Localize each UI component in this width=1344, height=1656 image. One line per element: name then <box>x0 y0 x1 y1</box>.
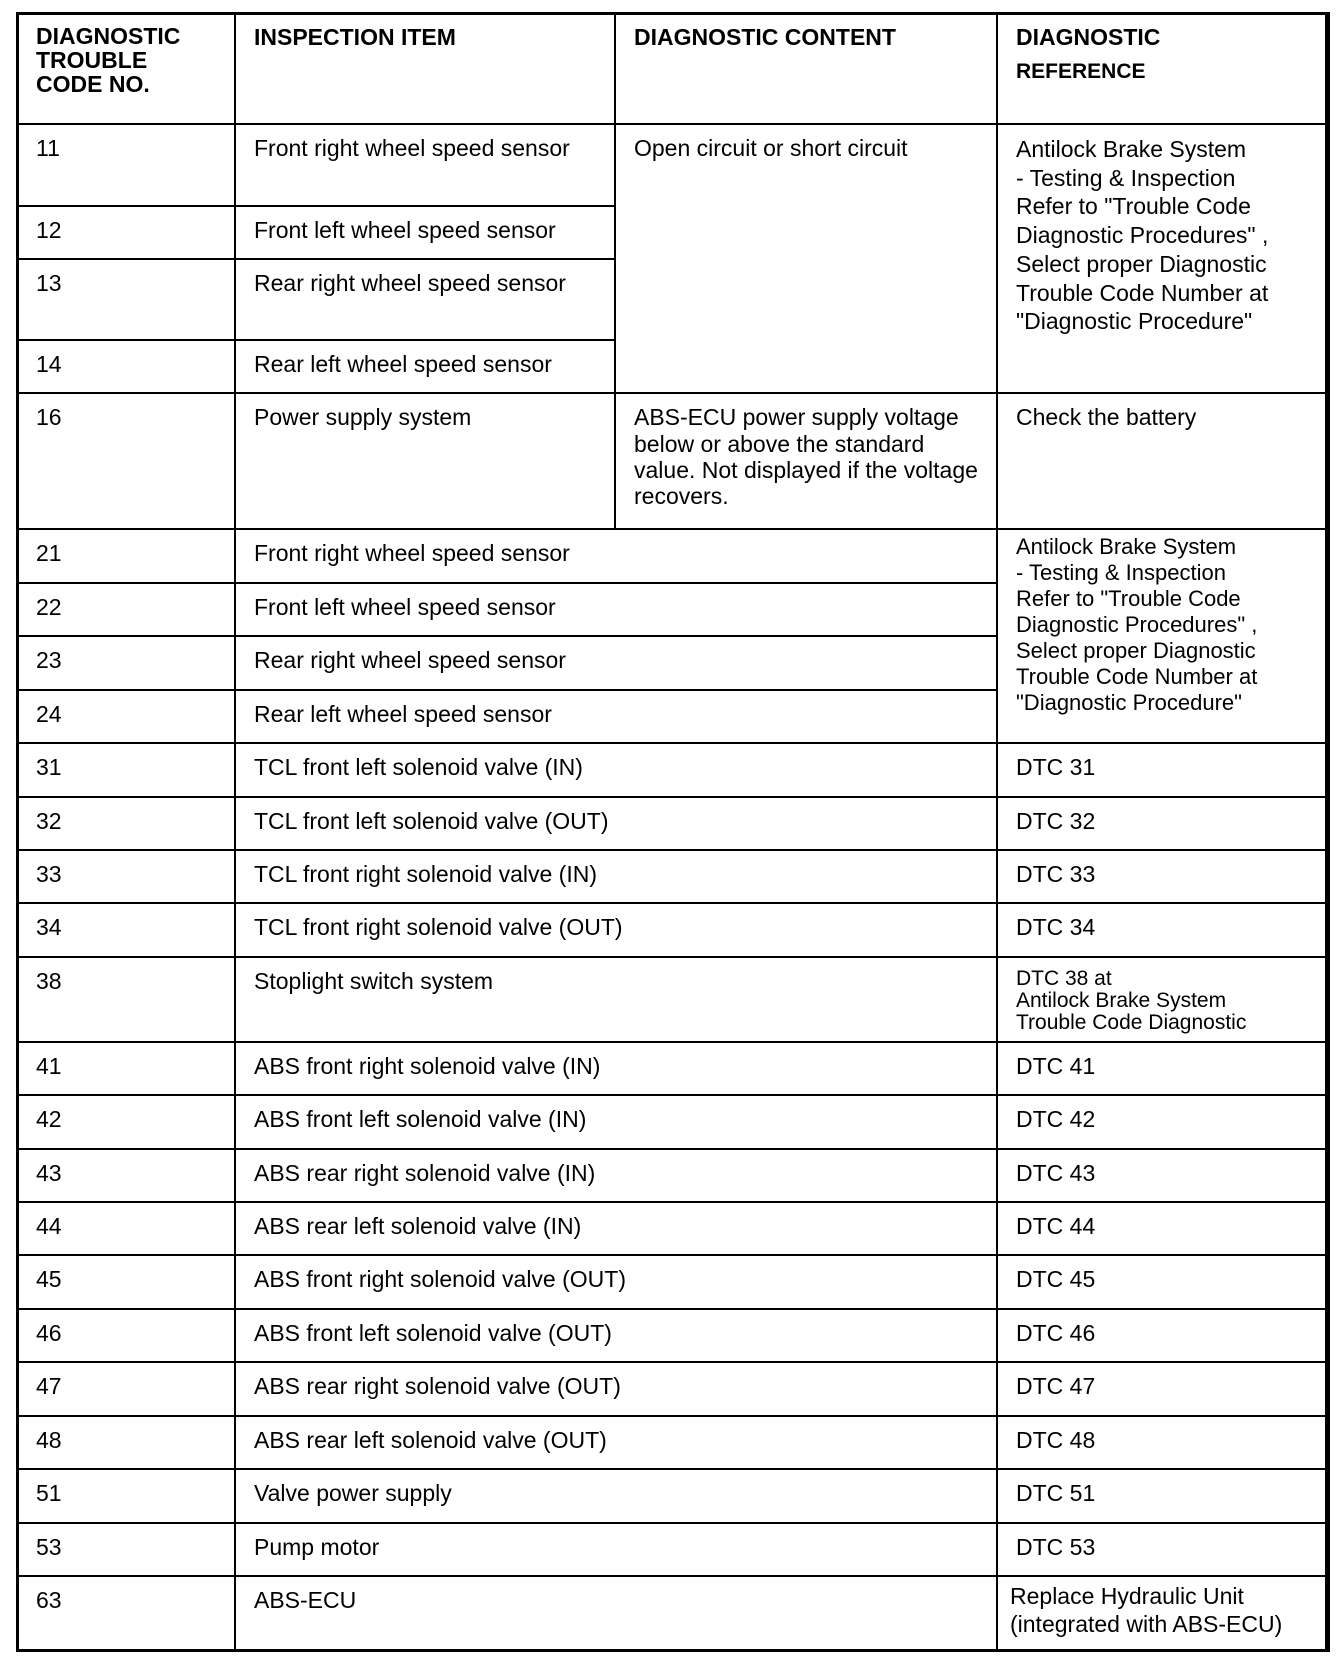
table-row <box>17 1362 1329 1415</box>
table-row <box>17 1202 1329 1255</box>
reference-cell: DTC 48 <box>997 1416 1329 1469</box>
item-cell: ABS front left solenoid valve (OUT) <box>235 1309 997 1362</box>
code-cell: 48 <box>17 1416 235 1469</box>
dtc-table <box>16 12 1330 1652</box>
table-row <box>17 1042 1329 1095</box>
reference-cell: Antilock Brake System - Testing & Inspection Refer to "Trouble Code Diagnostic Procedures" , Select proper Diagnostic Trouble Code Number at "Diagnostic Procedure" <box>997 529 1329 743</box>
item-cell: Valve power supply <box>235 1469 997 1522</box>
item-cell: Power supply system <box>235 393 615 529</box>
item-cell: TCL front left solenoid valve (OUT) <box>235 797 997 850</box>
header-code: DIAGNOSTIC TROUBLE CODE NO. <box>17 13 235 124</box>
reference-cell: DTC 31 <box>997 743 1329 796</box>
header-reference-line2: REFERENCE <box>1016 60 1146 84</box>
code-cell: 63 <box>17 1576 235 1651</box>
reference-cell: DTC 51 <box>997 1469 1329 1522</box>
code-cell: 33 <box>17 850 235 903</box>
code-cell: 51 <box>17 1469 235 1522</box>
item-cell: ABS front right solenoid valve (IN) <box>235 1042 997 1095</box>
table-row <box>17 1095 1329 1148</box>
code-cell: 22 <box>17 583 235 636</box>
table-row <box>17 1416 1329 1469</box>
content-cell: Open circuit or short circuit <box>615 124 997 393</box>
table-row <box>17 1469 1329 1522</box>
reference-cell: DTC 45 <box>997 1255 1329 1308</box>
item-cell: ABS front right solenoid valve (OUT) <box>235 1255 997 1308</box>
table-row <box>17 1149 1329 1202</box>
item-cell: ABS rear left solenoid valve (OUT) <box>235 1416 997 1469</box>
item-cell: Front left wheel speed sensor <box>235 206 615 259</box>
reference-cell: DTC 42 <box>997 1095 1329 1148</box>
code-cell: 24 <box>17 690 235 743</box>
item-cell: ABS-ECU <box>235 1576 997 1651</box>
table-row <box>17 903 1329 956</box>
reference-cell: Antilock Brake System - Testing & Inspection Refer to "Trouble Code Diagnostic Procedures" , Select proper Diagnostic Trouble Code Number at "Diagnostic Procedure" <box>997 124 1329 393</box>
table-row <box>17 1576 1329 1651</box>
reference-cell: Check the battery <box>997 393 1329 529</box>
code-cell: 32 <box>17 797 235 850</box>
code-cell: 46 <box>17 1309 235 1362</box>
code-cell: 34 <box>17 903 235 956</box>
item-cell: TCL front left solenoid valve (IN) <box>235 743 997 796</box>
reference-cell: DTC 44 <box>997 1202 1329 1255</box>
code-cell: 21 <box>17 529 235 582</box>
item-cell: Rear left wheel speed sensor <box>235 340 615 393</box>
item-cell: Front right wheel speed sensor <box>235 529 997 582</box>
code-cell: 43 <box>17 1149 235 1202</box>
header-reference <box>997 13 1329 124</box>
table-row <box>17 1523 1329 1576</box>
table-row <box>17 797 1329 850</box>
item-cell: Stoplight switch system <box>235 957 997 1042</box>
table-row <box>17 1255 1329 1308</box>
item-cell: TCL front right solenoid valve (OUT) <box>235 903 997 956</box>
reference-cell: DTC 32 <box>997 797 1329 850</box>
header-item: INSPECTION ITEM <box>235 13 615 124</box>
reference-cell: DTC 53 <box>997 1523 1329 1576</box>
item-cell: ABS rear left solenoid valve (IN) <box>235 1202 997 1255</box>
table-row <box>17 850 1329 903</box>
table-row <box>17 743 1329 796</box>
code-cell: 45 <box>17 1255 235 1308</box>
table-row <box>17 1309 1329 1362</box>
code-cell: 11 <box>17 124 235 206</box>
reference-cell: DTC 43 <box>997 1149 1329 1202</box>
code-cell: 23 <box>17 636 235 689</box>
header-reference-line1: DIAGNOSTIC <box>1016 24 1161 50</box>
reference-cell: Replace Hydraulic Unit (integrated with ABS-ECU) <box>997 1576 1329 1651</box>
table-row <box>17 957 1329 1042</box>
table-row <box>17 393 1329 529</box>
reference-cell: DTC 34 <box>997 903 1329 956</box>
reference-cell: DTC 47 <box>997 1362 1329 1415</box>
code-cell: 12 <box>17 206 235 259</box>
item-cell: Front right wheel speed sensor <box>235 124 615 206</box>
code-cell: 42 <box>17 1095 235 1148</box>
code-cell: 14 <box>17 340 235 393</box>
code-cell: 31 <box>17 743 235 796</box>
item-cell: Rear right wheel speed sensor <box>235 259 615 340</box>
code-cell: 38 <box>17 957 235 1042</box>
code-cell: 44 <box>17 1202 235 1255</box>
item-cell: ABS rear right solenoid valve (IN) <box>235 1149 997 1202</box>
item-cell: TCL front right solenoid valve (IN) <box>235 850 997 903</box>
item-cell: Rear right wheel speed sensor <box>235 636 997 689</box>
content-cell: ABS-ECU power supply voltage below or above the standard value. Not displayed if the voltage recovers. <box>615 393 997 529</box>
reference-cell: DTC 46 <box>997 1309 1329 1362</box>
item-cell: Rear left wheel speed sensor <box>235 690 997 743</box>
code-cell: 47 <box>17 1362 235 1415</box>
reference-cell: DTC 38 at Antilock Brake System Trouble Code Diagnostic <box>997 957 1329 1042</box>
reference-cell: DTC 33 <box>997 850 1329 903</box>
table-row <box>17 529 1329 582</box>
item-cell: Pump motor <box>235 1523 997 1576</box>
header-row <box>17 13 1329 124</box>
header-content: DIAGNOSTIC CONTENT <box>615 13 997 124</box>
item-cell: ABS rear right solenoid valve (OUT) <box>235 1362 997 1415</box>
code-cell: 53 <box>17 1523 235 1576</box>
table-row <box>17 124 1329 206</box>
code-cell: 16 <box>17 393 235 529</box>
code-cell: 13 <box>17 259 235 340</box>
item-cell: Front left wheel speed sensor <box>235 583 997 636</box>
code-cell: 41 <box>17 1042 235 1095</box>
reference-cell: DTC 41 <box>997 1042 1329 1095</box>
item-cell: ABS front left solenoid valve (IN) <box>235 1095 997 1148</box>
